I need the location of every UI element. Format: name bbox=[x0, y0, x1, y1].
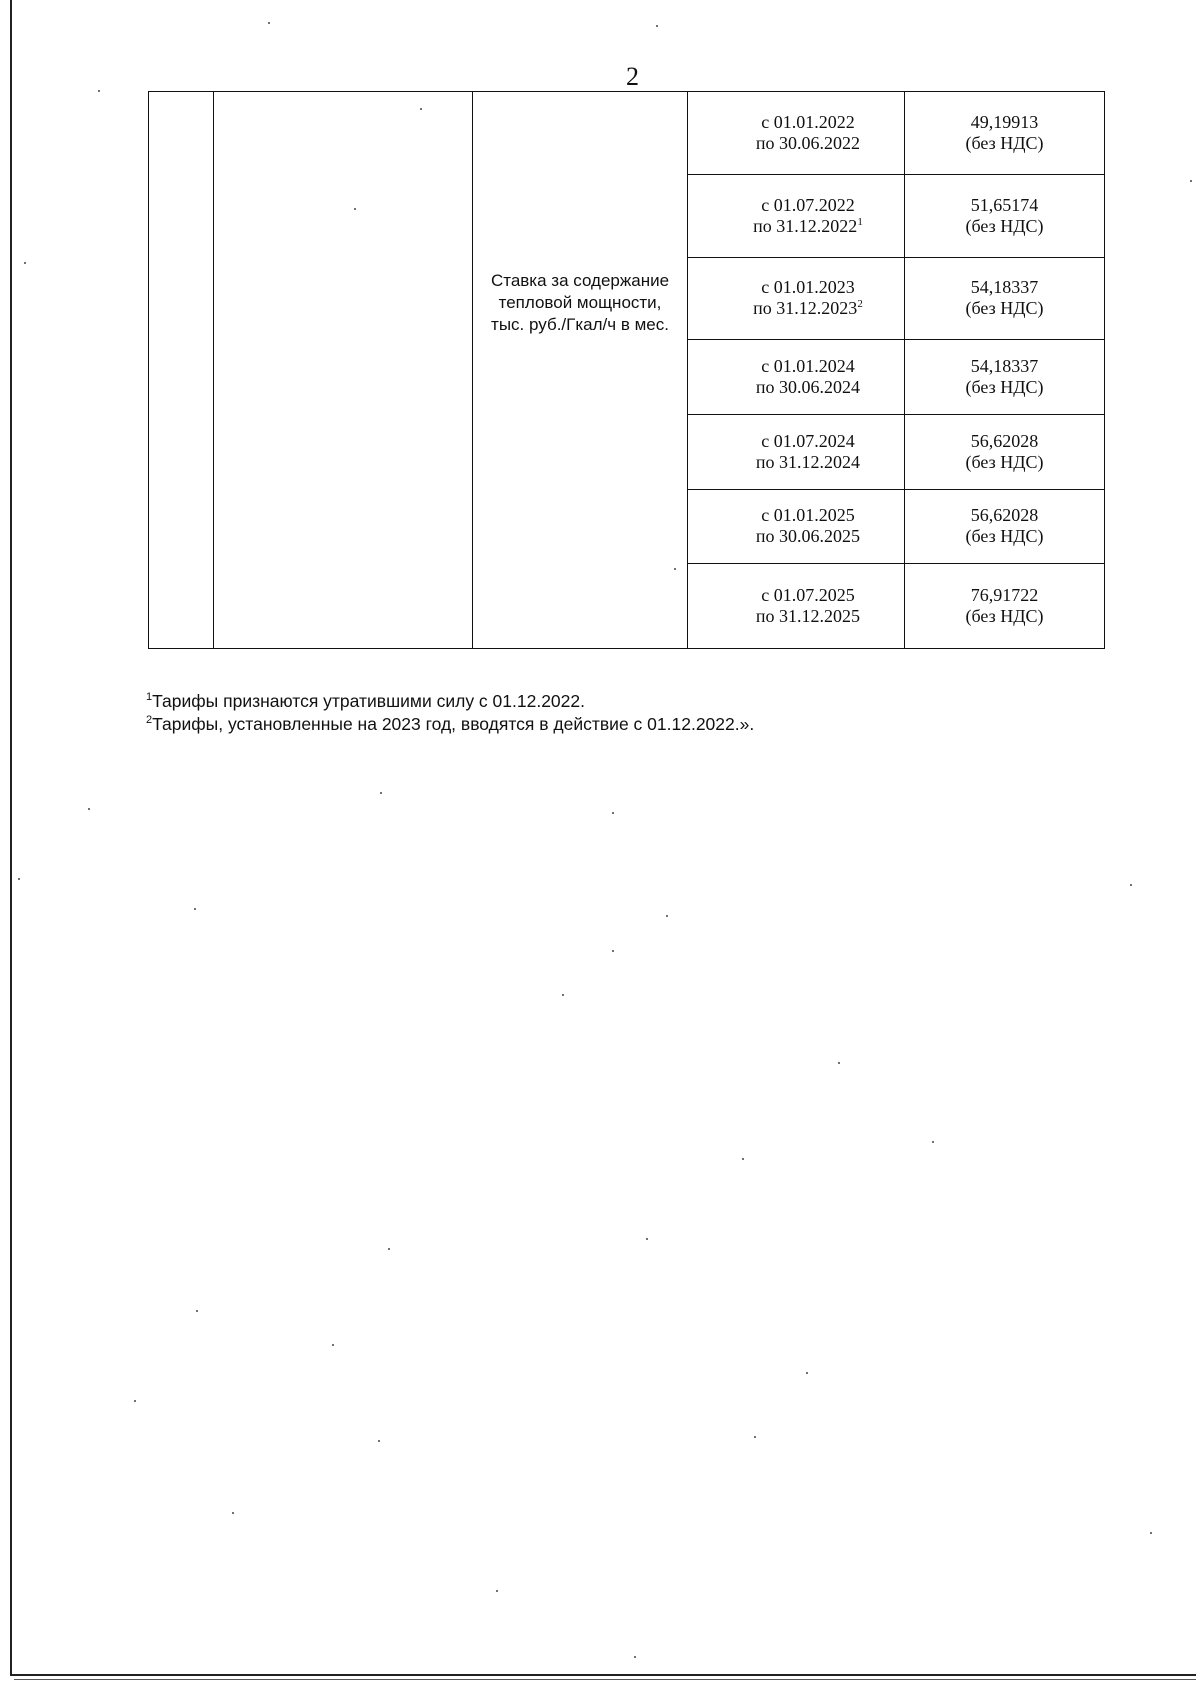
scan-speck bbox=[674, 568, 676, 570]
value-cell bbox=[905, 175, 1105, 258]
scan-speck bbox=[666, 915, 668, 917]
period-from: с 01.07.2022 bbox=[761, 195, 855, 216]
page-edge-bottom bbox=[10, 1674, 1196, 1676]
table-row bbox=[149, 92, 1105, 175]
period-from: с 01.01.2022 bbox=[761, 112, 855, 133]
row-number-cell bbox=[149, 92, 214, 649]
tariff-value: 76,91722 bbox=[970, 584, 1039, 605]
period-to: по 31.12.2022$^1$ bbox=[753, 216, 863, 237]
period-to: по 30.06.2025 bbox=[755, 526, 861, 547]
scan-speck bbox=[196, 1310, 198, 1312]
period-from: с 01.07.2024 bbox=[761, 430, 855, 451]
value-cell bbox=[905, 258, 1105, 339]
scan-speck bbox=[496, 1590, 498, 1592]
scan-speck bbox=[634, 1656, 636, 1658]
footnote-ref: 1 bbox=[857, 216, 863, 229]
period-cell bbox=[688, 339, 905, 414]
tariff-value: 51,65174 bbox=[970, 195, 1039, 216]
footnote-2: $^2$Тарифы, установленные на 2023 год, вводятся в действие с 01.12.2022.». bbox=[146, 714, 755, 734]
footnote-1: $^1$Тарифы признаются утратившими силу с 01.12.2022. bbox=[146, 691, 585, 711]
scan-speck bbox=[646, 1238, 648, 1240]
value-cell bbox=[905, 339, 1105, 414]
scan-speck bbox=[612, 950, 614, 952]
value-cell bbox=[905, 92, 1105, 175]
scan-speck bbox=[742, 1158, 744, 1160]
period-to: по 31.12.2025 bbox=[755, 605, 861, 626]
scan-speck bbox=[134, 1400, 136, 1402]
vat-note: (без НДС) bbox=[965, 451, 1044, 472]
period-cell bbox=[688, 175, 905, 258]
scan-speck bbox=[656, 25, 658, 27]
scan-speck bbox=[24, 262, 26, 264]
tariff-table-body bbox=[149, 92, 1105, 649]
period-to: по 30.06.2024 bbox=[755, 376, 861, 397]
rate-label-cell: Ставка за содержание тепловой мощности, тыс. руб./Гкал/ч в мес. bbox=[473, 92, 688, 649]
period-from: с 01.01.2023 bbox=[761, 277, 855, 298]
scan-speck bbox=[194, 908, 196, 910]
period-from: с 01.01.2024 bbox=[761, 355, 855, 376]
period-to: по 31.12.2023$^2$ bbox=[753, 298, 863, 319]
period-to: по 30.06.2022 bbox=[755, 133, 861, 154]
value-cell bbox=[905, 563, 1105, 648]
tariff-value: 49,19913 bbox=[970, 112, 1039, 133]
scan-speck bbox=[18, 878, 20, 880]
period-cell bbox=[688, 563, 905, 648]
page-edge-left bbox=[10, 0, 12, 1676]
scan-speck bbox=[838, 1062, 840, 1064]
period-from: с 01.07.2025 bbox=[761, 584, 855, 605]
vat-note: (без НДС) bbox=[965, 298, 1044, 319]
page-edge-bottom-shadow bbox=[14, 1679, 1196, 1680]
scan-speck bbox=[354, 208, 356, 210]
tariff-value: 54,18337 bbox=[970, 355, 1039, 376]
scan-speck bbox=[1190, 180, 1192, 182]
scan-speck bbox=[388, 1248, 390, 1250]
organization-cell bbox=[214, 92, 473, 649]
scan-speck bbox=[378, 1440, 380, 1442]
period-cell bbox=[688, 489, 905, 563]
tariff-value: 54,18337 bbox=[970, 277, 1039, 298]
value-cell bbox=[905, 414, 1105, 489]
scan-speck bbox=[332, 1344, 334, 1346]
scan-speck bbox=[612, 812, 614, 814]
footnote-ref: 2 bbox=[857, 298, 863, 311]
vat-note: (без НДС) bbox=[965, 133, 1044, 154]
period-cell bbox=[688, 414, 905, 489]
vat-note: (без НДС) bbox=[965, 526, 1044, 547]
tariff-table bbox=[148, 91, 1105, 649]
scan-speck bbox=[754, 1436, 756, 1438]
scan-speck bbox=[98, 90, 100, 92]
vat-note: (без НДС) bbox=[965, 216, 1044, 237]
scan-speck bbox=[380, 792, 382, 794]
tariff-value: 56,62028 bbox=[970, 430, 1039, 451]
period-to: по 31.12.2024 bbox=[755, 451, 861, 472]
scan-speck bbox=[232, 1512, 234, 1514]
scan-speck bbox=[420, 108, 422, 110]
period-from: с 01.01.2025 bbox=[761, 505, 855, 526]
scan-speck bbox=[1130, 884, 1132, 886]
page-number: 2 bbox=[626, 62, 639, 91]
tariff-value: 56,62028 bbox=[970, 505, 1039, 526]
scan-speck bbox=[268, 22, 270, 24]
vat-note: (без НДС) bbox=[965, 376, 1044, 397]
vat-note: (без НДС) bbox=[965, 605, 1044, 626]
scan-speck bbox=[1150, 1532, 1152, 1534]
scan-speck bbox=[806, 1372, 808, 1374]
period-cell bbox=[688, 92, 905, 175]
scan-speck bbox=[562, 994, 564, 996]
footnotes bbox=[146, 690, 754, 736]
period-cell bbox=[688, 258, 905, 339]
value-cell bbox=[905, 489, 1105, 563]
scan-speck bbox=[932, 1141, 934, 1143]
scan-speck bbox=[88, 808, 90, 810]
